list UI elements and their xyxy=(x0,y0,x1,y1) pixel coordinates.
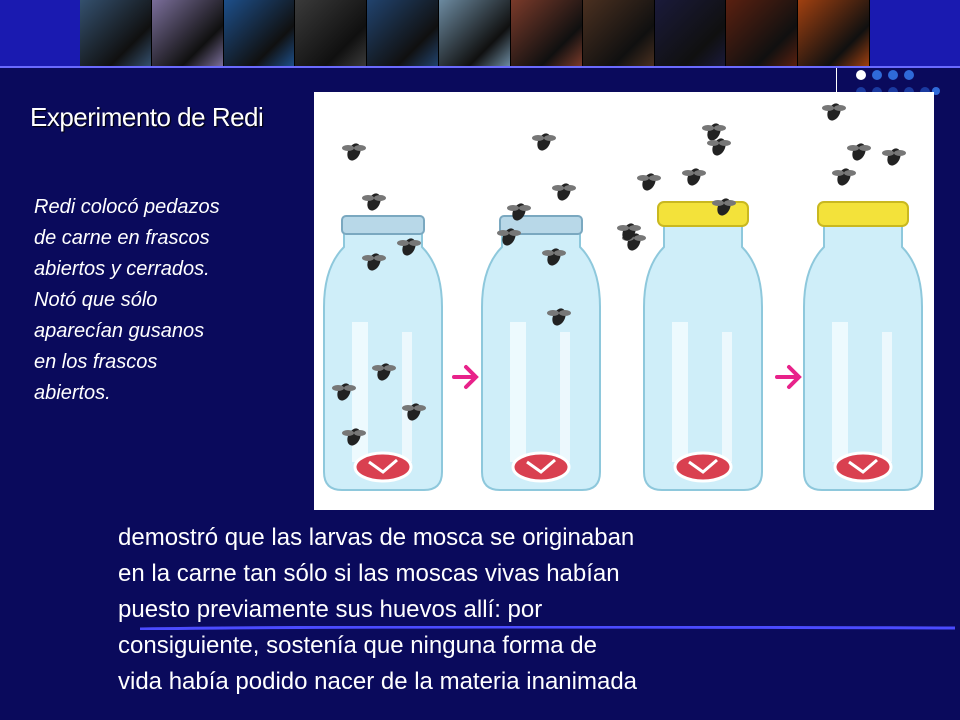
fly-wing xyxy=(547,310,559,316)
fly-wing xyxy=(332,385,344,391)
jar-lid xyxy=(818,202,908,226)
fly-wing xyxy=(859,145,871,151)
fly-wing xyxy=(844,170,856,176)
jar-highlight xyxy=(402,332,412,462)
redi-experiment-illustration xyxy=(314,92,934,510)
jar-highlight xyxy=(832,322,848,462)
fly-wing xyxy=(832,170,844,176)
meat-piece xyxy=(355,453,411,481)
fly-wing xyxy=(519,205,531,211)
fly-icon xyxy=(885,146,903,167)
fly-wing xyxy=(342,145,354,151)
fly-icon xyxy=(850,141,868,162)
jar xyxy=(482,222,600,490)
side-text-line: abiertos. xyxy=(34,382,111,404)
banner-photo-tile xyxy=(798,0,870,66)
fly-icon xyxy=(640,171,658,192)
jar-highlight xyxy=(672,322,688,462)
hand-drawn-underline xyxy=(140,626,955,630)
fly-wing xyxy=(372,365,384,371)
slide-title: Experimento de Redi xyxy=(30,102,264,132)
fly-wing xyxy=(682,170,694,176)
banner-photo-tile xyxy=(80,0,152,66)
fly-wing xyxy=(344,385,356,391)
side-text-line: de carne en frascos xyxy=(34,227,210,249)
fly-wing xyxy=(707,140,719,146)
jars-illustration xyxy=(314,92,934,510)
side-text-line: aparecían gusanos xyxy=(34,320,205,342)
body-paragraph xyxy=(118,520,838,700)
fly-wing xyxy=(544,135,556,141)
banner-divider xyxy=(0,66,960,68)
fly-wing xyxy=(409,240,421,246)
arrow-icon xyxy=(777,367,799,387)
body-text-line: consiguiente, sostenía que ninguna forma de xyxy=(118,632,598,659)
side-text-line: Redi colocó pedazos xyxy=(34,196,220,218)
jar-rim xyxy=(342,216,424,234)
body-text-line: vida había podido nacer de la materia inanimada xyxy=(118,668,638,695)
meat-piece xyxy=(835,453,891,481)
fly-icon xyxy=(825,101,843,122)
fly-wing xyxy=(384,365,396,371)
fly-icon xyxy=(555,181,573,202)
fly-icon xyxy=(835,166,853,187)
fly-wing xyxy=(882,150,894,156)
fly-wing xyxy=(354,430,366,436)
side-text-line: en los frascos xyxy=(34,351,158,373)
fly-wing xyxy=(719,140,731,146)
arrow-icon xyxy=(454,367,476,387)
banner-photo-tile xyxy=(583,0,655,66)
fly-wing xyxy=(374,255,386,261)
fly-wing xyxy=(542,250,554,256)
fly-wing xyxy=(552,185,564,191)
banner-image-strip xyxy=(80,0,870,66)
jar-highlight xyxy=(510,322,526,462)
fly-wing xyxy=(714,125,726,131)
jar-highlight xyxy=(560,332,570,462)
fly-wing xyxy=(702,125,714,131)
fly-wing xyxy=(634,235,646,241)
body-text-line: puesto previamente sus huevos allí: por xyxy=(118,596,543,623)
fly-wing xyxy=(497,230,509,236)
meat-piece xyxy=(675,453,731,481)
banner-photo-tile xyxy=(367,0,439,66)
fly-wing xyxy=(724,200,736,206)
body-text-line: en la carne tan sólo si las moscas vivas habían xyxy=(118,560,620,587)
fly-wing xyxy=(649,175,661,181)
banner-photo-tile xyxy=(152,0,224,66)
fly-wing xyxy=(414,405,426,411)
banner-photo-tile xyxy=(439,0,511,66)
fly-wing xyxy=(834,105,846,111)
fly-wing xyxy=(362,195,374,201)
fly-wing xyxy=(847,145,859,151)
jar-highlight xyxy=(882,332,892,462)
jar-lid xyxy=(658,202,748,226)
fly-icon xyxy=(535,131,553,152)
fly-wing xyxy=(559,310,571,316)
fly-wing xyxy=(564,185,576,191)
fly-wing xyxy=(629,225,641,231)
banner-photo-tile xyxy=(655,0,727,66)
body-text-line: demostró que las larvas de mosca se originaban xyxy=(118,524,635,551)
fly-icon xyxy=(345,141,363,162)
fly-wing xyxy=(637,175,649,181)
fly-wing xyxy=(402,405,414,411)
fly-icon xyxy=(685,166,703,187)
side-text-line: abiertos y cerrados. xyxy=(34,258,210,280)
jar xyxy=(324,222,442,490)
fly-wing xyxy=(712,200,724,206)
fly-wing xyxy=(354,145,366,151)
jar xyxy=(644,222,762,490)
side-text-line: Notó que sólo xyxy=(34,289,158,311)
fly-wing xyxy=(342,430,354,436)
fly-wing xyxy=(509,230,521,236)
jar-highlight xyxy=(722,332,732,462)
fly-wing xyxy=(362,255,374,261)
side-description xyxy=(34,192,304,409)
fly-wing xyxy=(507,205,519,211)
banner-photo-tile xyxy=(295,0,367,66)
banner-photo-tile xyxy=(511,0,583,66)
banner-photo-tile xyxy=(224,0,296,66)
fly-wing xyxy=(894,150,906,156)
fly-wing xyxy=(532,135,544,141)
fly-icon xyxy=(365,191,383,212)
top-banner xyxy=(0,0,960,66)
meat-piece xyxy=(513,453,569,481)
fly-wing xyxy=(822,105,834,111)
jar xyxy=(804,222,922,490)
fly-wing xyxy=(554,250,566,256)
fly-wing xyxy=(397,240,409,246)
fly-wing xyxy=(374,195,386,201)
fly-wing xyxy=(617,225,629,231)
fly-wing xyxy=(694,170,706,176)
banner-photo-tile xyxy=(726,0,798,66)
